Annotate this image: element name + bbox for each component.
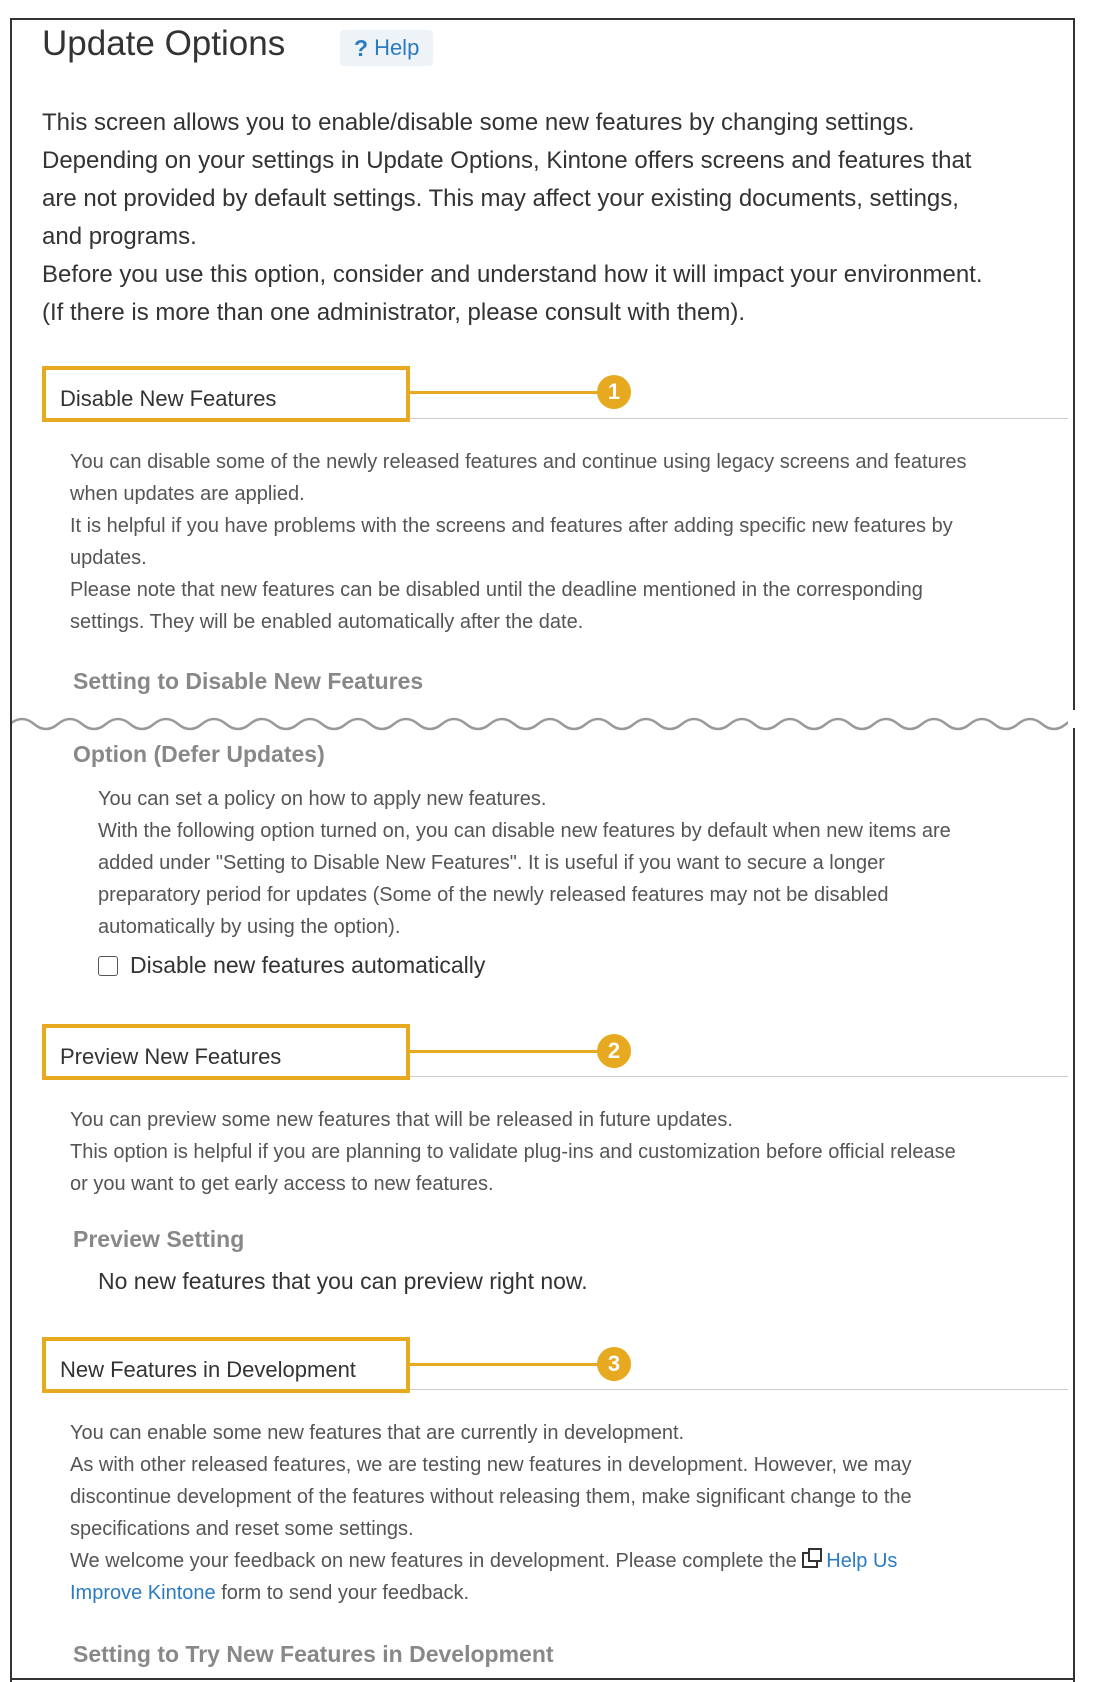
intro-line: are not provided by default settings. This may affect your existing documents, settings, <box>42 185 959 212</box>
highlight-box-1 <box>42 366 410 422</box>
intro-line: Before you use this option, consider and understand how it will impact your environment. <box>42 261 983 288</box>
preview-none-text: No new features that you can preview right now. <box>98 1268 588 1294</box>
highlight-box-2 <box>42 1024 410 1080</box>
callout-number-1: 1 <box>597 375 631 409</box>
preview-description <box>70 1104 1076 1200</box>
frame-right-border-top <box>1073 18 1075 710</box>
description-line: added under "Setting to Disable New Features". It is useful if you want to secure a longer <box>98 852 885 874</box>
feedback-line-2 <box>70 1577 1076 1609</box>
help-us-improve-link-cont[interactable]: Improve Kintone <box>70 1582 216 1604</box>
setting-disable-title: Setting to Disable New Features <box>73 668 424 694</box>
feedback-suffix: form to send your feedback. <box>215 1582 470 1604</box>
section-title-development: New Features in Development <box>60 1357 356 1382</box>
frame-bottom-border <box>10 1678 1075 1680</box>
checkbox-label: Disable new features automatically <box>130 952 486 978</box>
help-button[interactable] <box>340 30 433 66</box>
external-window-icon <box>802 1552 818 1568</box>
description-line: You can preview some new features that will be released in future updates. <box>70 1109 733 1131</box>
description-line: specifications and reset some settings. <box>70 1518 414 1540</box>
description-line: You can set a policy on how to apply new features. <box>98 788 547 810</box>
setting-try-development-title: Setting to Try New Features in Development <box>73 1641 554 1667</box>
development-description <box>70 1417 1076 1609</box>
page-title: Update Options <box>42 24 286 63</box>
description-line: It is helpful if you have problems with the screens and features after adding specific new features by <box>70 515 953 537</box>
section-title-disable: Disable New Features <box>60 386 277 411</box>
intro-line: (If there is more than one administrator, please consult with them). <box>42 299 745 326</box>
description-line: This option is helpful if you are planning to validate plug-ins and customization before official release <box>70 1141 956 1163</box>
intro-line: and programs. <box>42 223 197 250</box>
feedback-line <box>70 1545 1076 1577</box>
description-line: You can disable some of the newly released features and continue using legacy screens and features <box>70 451 967 473</box>
frame-right-border-bottom <box>1073 728 1075 1682</box>
intro-line: This screen allows you to enable/disable some new features by changing settings. <box>42 109 915 136</box>
help-us-improve-link[interactable]: Help Us <box>826 1550 898 1572</box>
highlight-callout-line-1 <box>410 391 600 394</box>
description-line: updates. <box>70 547 147 569</box>
callout-number-3: 3 <box>597 1347 631 1381</box>
feedback-prefix: We welcome your feedback on new features in development. Please complete the <box>70 1550 803 1572</box>
help-label: Help <box>374 35 420 60</box>
description-line: when updates are applied. <box>70 483 305 505</box>
intro-line: Depending on your settings in Update Options, Kintone offers screens and features that <box>42 147 972 174</box>
intro-text <box>42 104 1076 332</box>
description-line: You can enable some new features that are currently in development. <box>70 1422 685 1444</box>
disable-automatically-option[interactable] <box>98 952 485 979</box>
description-line: As with other released features, we are testing new features in development. However, we may <box>70 1454 912 1476</box>
description-line: automatically by using the option). <box>98 916 401 938</box>
help-icon: ? <box>354 34 369 61</box>
description-line: Please note that new features can be disabled until the deadline mentioned in the corresponding <box>70 579 923 601</box>
highlight-callout-line-2 <box>410 1050 600 1053</box>
description-line: or you want to get early access to new features. <box>70 1173 494 1195</box>
disable-description <box>70 446 1076 638</box>
preview-setting-title: Preview Setting <box>73 1226 245 1252</box>
description-line: discontinue development of the features without releasing them, make significant change to the <box>70 1486 912 1508</box>
disable-automatically-checkbox[interactable] <box>98 956 118 976</box>
highlight-callout-line-3 <box>410 1363 600 1366</box>
option-defer-title: Option (Defer Updates) <box>73 741 325 767</box>
frame-left-border-top <box>10 18 12 710</box>
highlight-box-3 <box>42 1337 410 1393</box>
screenshot-break-wave <box>12 700 1076 740</box>
description-line: settings. They will be enabled automatically after the date. <box>70 611 584 633</box>
callout-number-2: 2 <box>597 1034 631 1068</box>
frame-left-border-bottom <box>10 728 12 1682</box>
section-title-preview: Preview New Features <box>60 1044 282 1069</box>
option-defer-description <box>98 783 1076 943</box>
description-line: With the following option turned on, you can disable new features by default when new items are <box>98 820 951 842</box>
description-line: preparatory period for updates (Some of the newly released features may not be disabled <box>98 884 889 906</box>
content-clip <box>12 20 1076 1680</box>
